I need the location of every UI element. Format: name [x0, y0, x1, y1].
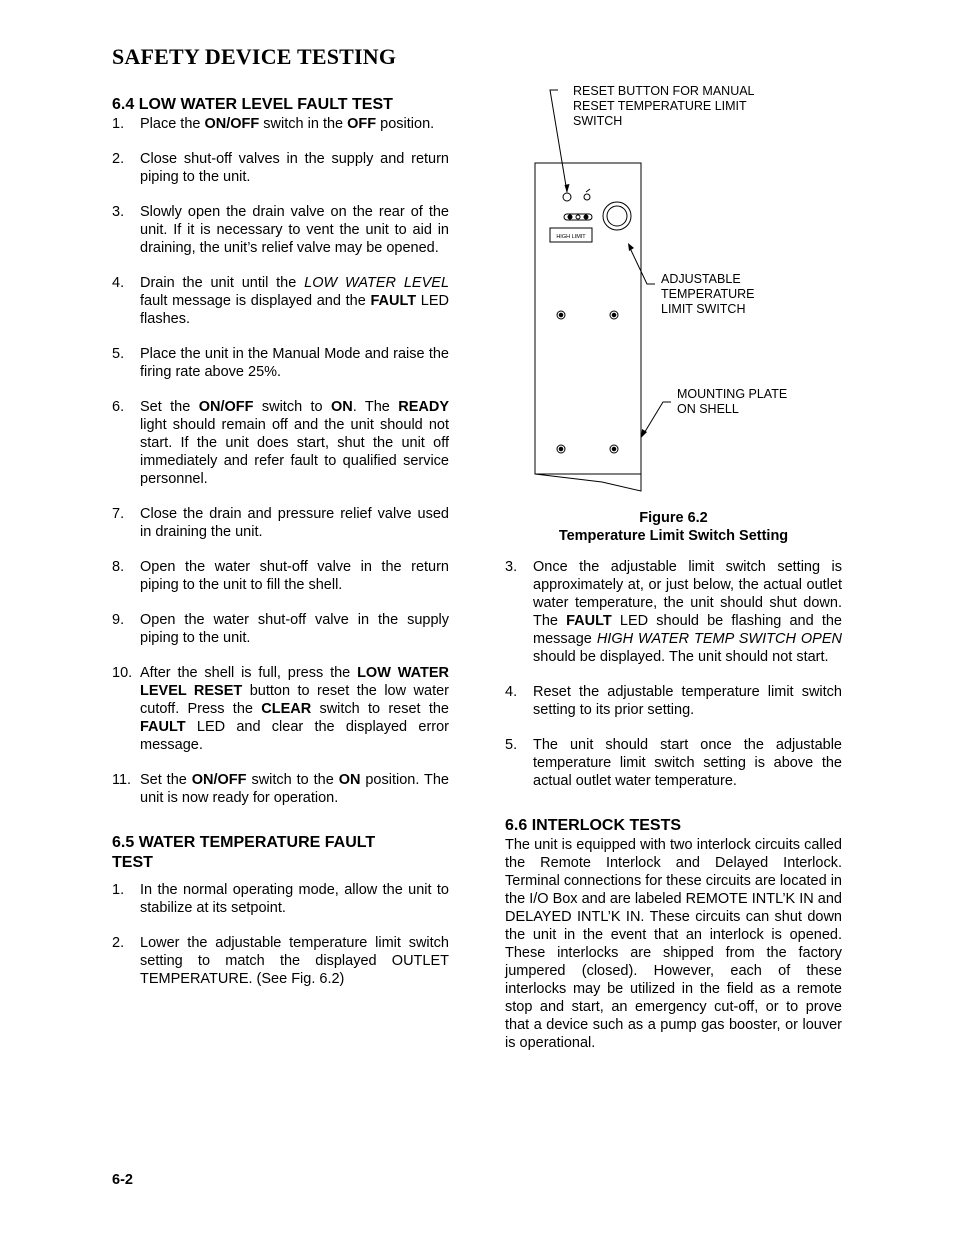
step-number: 2. — [112, 935, 125, 951]
step-number: 2. — [112, 151, 125, 167]
step-text: ON/OFF — [191, 772, 247, 788]
step-text: position. — [376, 116, 435, 132]
leader-adjustable — [629, 246, 655, 284]
step-text: The unit should start once the adjustable temperature limit switch setting is above the actual outlet water temperature. — [533, 737, 842, 789]
step-text: Open the water shut-off valve in the supply piping to the unit. — [140, 612, 449, 646]
step-text: LOW WATER LEVEL RESET — [140, 665, 449, 699]
step-text: should be displayed. The unit should not start. — [533, 649, 829, 665]
list-item — [112, 771, 449, 807]
step-text: Drain the unit until the — [140, 275, 305, 291]
step-text: FAULT — [140, 719, 186, 735]
step-text: light should remain off and the unit should not start. If the unit does start, shut the unit off immediately and refer fault to qualified service personnel. — [140, 417, 449, 487]
page-number: 6-2 — [112, 1172, 133, 1188]
step-text: Reset the adjustable temperature limit switch setting to its prior setting. — [533, 684, 842, 718]
high-limit-text: HIGH LIMIT — [556, 234, 586, 240]
step-text: LED and clear the displayed error message. — [140, 719, 449, 753]
list-item — [112, 881, 449, 917]
step-text: . The — [352, 399, 399, 415]
step-text: OFF — [347, 116, 377, 132]
list-item — [505, 683, 842, 719]
step-text: Once the adjustable limit switch setting is approximately at, or just below, the actual outlet water temperature, the unit should shut down. The — [533, 559, 842, 629]
step-number: 4. — [505, 684, 518, 700]
leader-reset — [550, 90, 567, 192]
section-6-4-steps — [112, 115, 449, 807]
step-text: position. The unit is now ready for operation. — [140, 772, 449, 806]
section-6-5-steps-a — [112, 881, 449, 988]
figure-caption — [505, 509, 842, 545]
step-text: LOW WATER LEVEL — [304, 275, 450, 291]
step-number: 5. — [112, 346, 125, 362]
list-item — [112, 611, 449, 647]
step-number: 4. — [112, 275, 125, 291]
list-item — [505, 736, 842, 790]
list-item — [112, 558, 449, 594]
left-column — [112, 95, 449, 988]
label-mounting-plate: MOUNTING PLATE ON SHELL — [677, 387, 788, 416]
list-item — [112, 203, 449, 257]
step-number: 6. — [112, 399, 125, 415]
step-text: After the shell is full, press the — [140, 665, 358, 681]
step-text: CLEAR — [261, 701, 312, 717]
step-text: Lower the adjustable temperature limit switch setting to match the displayed OUTLET TEMPERATURE. (See Fig. 6.2) — [140, 935, 449, 987]
step-text: LED flashes. — [140, 293, 449, 327]
step-number: 9. — [112, 612, 125, 628]
figure-caption-number: Figure 6.2 — [639, 510, 708, 526]
section-6-4-heading: 6.4 LOW WATER LEVEL FAULT TEST — [112, 96, 393, 113]
step-number: 1. — [112, 882, 125, 898]
step-text: FAULT — [370, 293, 417, 309]
step-number: 10. — [112, 665, 133, 681]
step-text: switch to the — [246, 772, 339, 788]
step-text: Close shut-off valves in the supply and return piping to the unit. — [140, 151, 449, 185]
step-text: switch to — [253, 399, 331, 415]
figure-caption-title: Temperature Limit Switch Setting — [558, 528, 789, 544]
list-item — [112, 934, 449, 988]
step-text: READY — [398, 399, 450, 415]
step-text: switch to reset the — [311, 701, 449, 717]
list-item — [112, 115, 449, 133]
list-item — [112, 150, 449, 186]
step-number: 11. — [112, 772, 132, 788]
list-item — [505, 558, 842, 666]
list-item — [112, 398, 449, 488]
section-6-6-heading: 6.6 INTERLOCK TESTS — [505, 817, 682, 834]
step-text: ON/OFF — [204, 116, 260, 132]
step-number: 3. — [112, 204, 125, 220]
step-text: FAULT — [566, 613, 612, 629]
section-6-6-body: The unit is equipped with two interlock circuits called the Remote Interlock and Delayed Interlock. Terminal connections for these circuits are located in the I/O Box and are labeled REMOTE INTL’K IN and DELAYED INTL’K IN. These circuits can shut down the unit in the event that an interlock is opened. These interlocks are shipped from the factory jumpered (closed). However, each of these interlocks may be utilized in the field as a remote stop and start, an emergency cut-off, or to prove that a device such as a pump gas booster, or louver is operational. — [505, 837, 842, 1051]
step-number: 7. — [112, 506, 125, 522]
step-text: HIGH WATER TEMP SWITCH OPEN — [596, 631, 842, 647]
list-item — [112, 274, 449, 328]
step-text: ON — [330, 399, 353, 415]
label-adjustable-switch: ADJUSTABLE TEMPERATURE LIMIT SWITCH — [661, 272, 755, 316]
step-text: Place the unit in the Manual Mode and raise the firing rate above 25%. — [140, 346, 449, 380]
list-item — [112, 664, 449, 754]
leader-mounting — [643, 402, 671, 435]
step-text: ON — [338, 772, 361, 788]
step-text: Open the water shut-off valve in the return piping to the unit to fill the shell. — [140, 559, 449, 593]
step-text: Slowly open the drain valve on the rear of the unit. If it is necessary to vent the unit to aid in draining, the unit’s relief valve may be opened. — [140, 204, 449, 256]
step-text: Set the — [140, 399, 199, 415]
step-number: 3. — [505, 559, 518, 575]
label-reset-button: RESET BUTTON FOR MANUAL RESET TEMPERATURE LIMIT SWITCH — [573, 84, 755, 128]
list-item — [112, 505, 449, 541]
step-text: Set the — [140, 772, 192, 788]
step-text: fault message is displayed and the — [140, 293, 371, 309]
step-number: 8. — [112, 559, 125, 575]
figure-6-2 — [480, 80, 860, 500]
step-text: switch in the — [259, 116, 348, 132]
right-column — [505, 558, 842, 1052]
list-item — [112, 345, 449, 381]
reset-button-icon — [563, 193, 571, 201]
step-number: 5. — [505, 737, 518, 753]
step-text: button to reset the low water cutoff. Press the — [140, 683, 449, 717]
step-number: 1. — [112, 116, 125, 132]
section-6-5-heading: 6.5 WATER TEMPERATURE FAULT TEST — [112, 834, 376, 871]
section-6-5-steps-b — [505, 558, 842, 790]
step-text: In the normal operating mode, allow the unit to stabilize at its setpoint. — [140, 882, 449, 916]
step-text: LED should be flashing and the message — [533, 613, 842, 647]
step-text: Place the — [140, 116, 205, 132]
step-text: ON/OFF — [198, 399, 254, 415]
page-title: SAFETY DEVICE TESTING — [112, 44, 397, 69]
mounting-plate-outline — [535, 163, 641, 491]
step-text: Close the drain and pressure relief valve used in draining the unit. — [140, 506, 449, 540]
